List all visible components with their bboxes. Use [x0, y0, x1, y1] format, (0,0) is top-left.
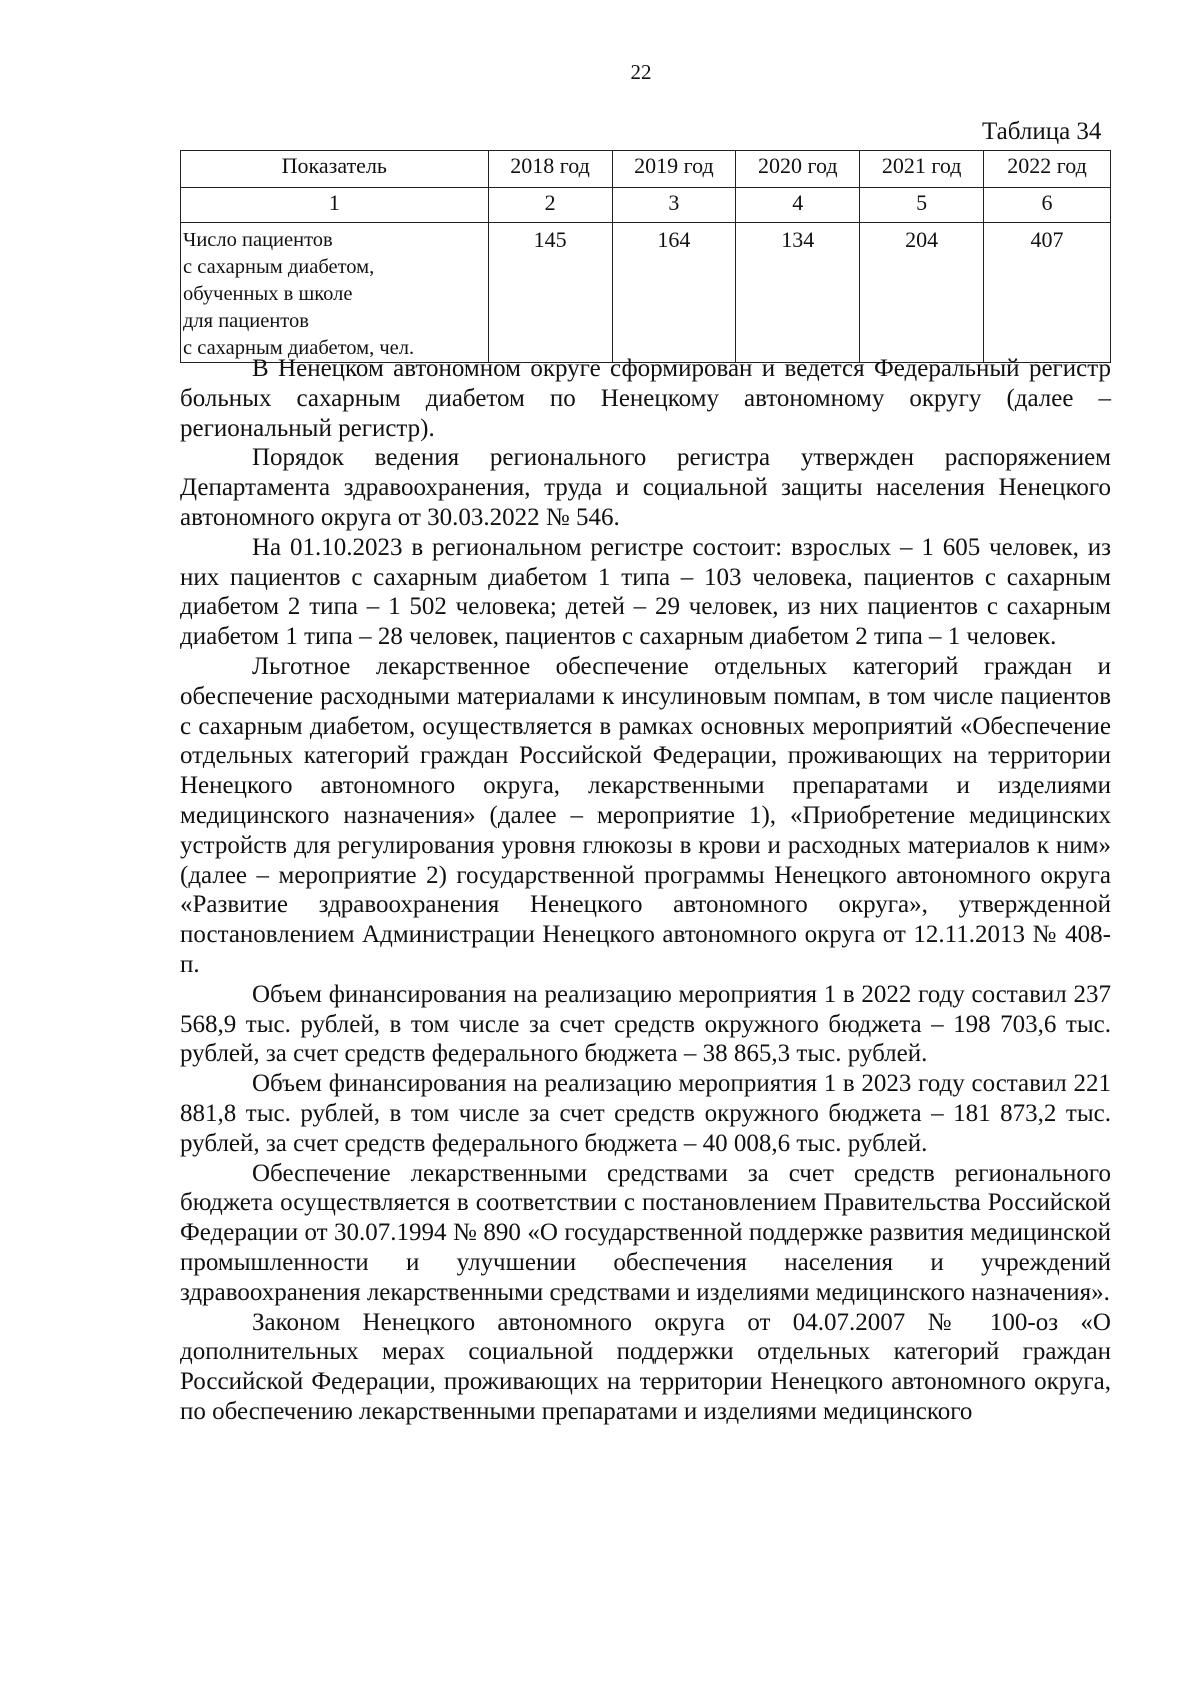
header-cell-2020: 2020 год [736, 151, 860, 188]
header-cell-2018: 2018 год [488, 151, 612, 188]
table-row [181, 223, 1111, 363]
paragraph-register: В Ненецком автономном округе сформирован и ведется Федеральный регистр больных сахарным диабетом по Ненецкому автономному округу (далее – региональный регистр). [180, 355, 1111, 442]
paragraph-regional-budget: Обеспечение лекарственными средствами за счет средств регионального бюджета осуществляется в соответствии с постановлением Правительства Российской Федерации от 30.07.1994 № 890 «О государственной поддержке развития медицинской промышленности и улучшении обеспечения населения и учреждений здравоохранения лекарственными средствами и изделиями медицинского назначения». [180, 1159, 1111, 1306]
value-cell-2022: 407 [984, 223, 1111, 363]
paragraph-funding-2023: Объем финансирования на реализацию мероприятия 1 в 2023 году составил 221 881,8 тыс. рублей, в том числе за счет средств окружного бюджета – 181 873,2 тыс. рублей, за счет средств федерального бюджета – 40 008,6 тыс. рублей. [180, 1070, 1111, 1157]
row-label-line: Число пациентов [183, 229, 333, 251]
paragraph-register-count: На 01.10.2023 в региональном регистре состоит: взрослых – 1 605 человек, из них пациентов с сахарным диабетом 1 типа – 103 человека, пациентов с сахарным диабетом 2 типа – 1 502 человека; детей – 29 человек, из них пациентов с сахарным диабетом 1 типа – 28 человек, пациентов с сахарным диабетом 2 типа – 1 человек. [180, 533, 1111, 651]
paragraph-drug-provision: Льготное лекарственное обеспечение отдельных категорий граждан и обеспечение расходными материалами к инсулиновым помпам, в том числе пациентов с сахарным диабетом, осуществляется в рамках основных мероприятий «Обеспечение отдельных категорий граждан Российской Федерации, проживающих на территории Ненецкого автономного округа, лекарственными препаратами и изделиями медицинского назначения» (далее – мероприятие 1), «Приобретение медицинских устройств для регулирования уровня глюкозы в крови и расходных материалов к ним» (далее – мероприятие 2) государственной программы Ненецкого автономного округа «Развитие здравоохранения Ненецкого автономного округа», утвержденной постановлением Администрации Ненецкого автономного округа от 12.11.2013 № 408-п. [180, 652, 1111, 978]
page-number: 22 [630, 60, 652, 84]
paragraph-funding-2022: Объем финансирования на реализацию мероприятия 1 в 2022 году составил 237 568,9 тыс. рублей, в том числе за счет средств окружного бюджета – 198 703,6 тыс. рублей, за счет средств федерального бюджета – 38 865,3 тыс. рублей. [180, 980, 1111, 1068]
row-label-line: для пациентов [183, 310, 309, 332]
value-cell-2020: 134 [736, 223, 860, 363]
indicator-table [180, 150, 1111, 363]
column-number-cell: 2 [488, 188, 612, 223]
row-label-line: с сахарным диабетом, [183, 256, 375, 278]
column-number-cell: 1 [181, 188, 489, 223]
value-cell-2019: 164 [612, 223, 736, 363]
paragraph-law: Законом Ненецкого автономного округа от 04.07.2007 № 100-оз «О дополнительных мерах социальной поддержки отдельных категорий граждан Российской Федерации, проживающих на территории Ненецкого автономного округа, по обеспечению лекарственными препаратами и изделиями медицинского [180, 1308, 1111, 1425]
paragraph-register-order: Порядок ведения регионального регистра утвержден распоряжением Департамента здравоохранения, труда и социальной защиты населения Ненецкого автономного округа от 30.03.2022 № 546. [180, 444, 1111, 531]
header-cell-2021: 2021 год [860, 151, 984, 188]
header-cell-2019: 2019 год [612, 151, 736, 188]
column-number-cell: 3 [612, 188, 736, 223]
row-label-line: с сахарным диабетом, чел. [183, 337, 415, 359]
row-label-line: обученных в школе [183, 283, 353, 305]
header-cell-2022: 2022 год [984, 151, 1111, 188]
column-number-cell: 5 [860, 188, 984, 223]
table-caption: Таблица 34 [982, 118, 1102, 145]
column-number-row [181, 188, 1111, 223]
header-cell-indicator: Показатель [181, 151, 489, 188]
body-text [180, 354, 1111, 1427]
value-cell-2021: 204 [860, 223, 984, 363]
row-label-cell [181, 223, 489, 363]
value-cell-2018: 145 [488, 223, 612, 363]
table-header-row [181, 151, 1111, 188]
column-number-cell: 6 [984, 188, 1111, 223]
column-number-cell: 4 [736, 188, 860, 223]
